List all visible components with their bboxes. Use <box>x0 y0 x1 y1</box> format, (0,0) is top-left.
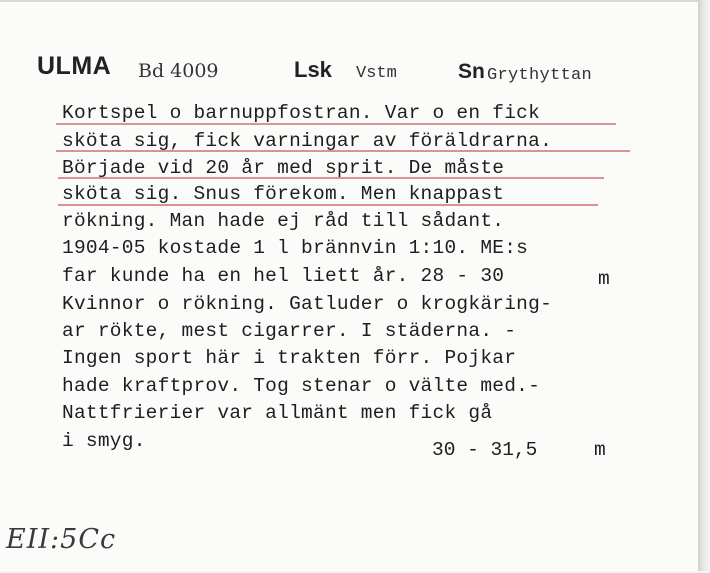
province-value: Vstm <box>356 64 397 83</box>
card-edge <box>698 0 710 571</box>
text-line: Ingen sport här i trakten förr. Pojkar <box>62 347 517 369</box>
handwritten-signature: EII:5Cc <box>6 524 117 555</box>
card-body <box>0 2 698 573</box>
text-line: sköta sig, fick varningar av föräldrarna. <box>62 130 553 152</box>
text-line: 1904-05 kostade 1 l brännvin 1:10. ME:s <box>62 237 529 259</box>
text-line: hade kraftprov. Tog stenar o välte med.- <box>62 375 541 397</box>
archive-label: ULMA <box>37 52 112 80</box>
text-line: i smyg. <box>62 430 146 452</box>
parish-value: Grythyttan <box>487 66 593 85</box>
province-label: Lsk <box>294 57 332 82</box>
parish-label: Sn <box>458 60 485 83</box>
measure-unit: m <box>594 439 606 461</box>
text-line: ar rökte, mest cigarrer. I städerna. - <box>62 320 517 342</box>
measure-range: 30 - 31,5 <box>432 439 538 461</box>
text-line: Kvinnor o rökning. Gatluder o krogkäring- <box>62 293 553 315</box>
record-code: Bd 4009 <box>138 60 219 82</box>
text-line: rökning. Man hade ej råd till sådant. <box>62 210 505 232</box>
text-line: Nattfrierier var allmänt men fick gå <box>62 402 493 424</box>
text-line: sköta sig. Snus förekom. Men knappast <box>62 183 505 205</box>
text-line: far kunde ha en hel liett år. 28 - 30 <box>62 265 505 287</box>
text-line: Började vid 20 år med sprit. De måste <box>62 157 505 179</box>
text-line: Kortspel o barnuppfostran. Var o en fick <box>62 102 541 124</box>
measure-unit: m <box>598 268 610 290</box>
